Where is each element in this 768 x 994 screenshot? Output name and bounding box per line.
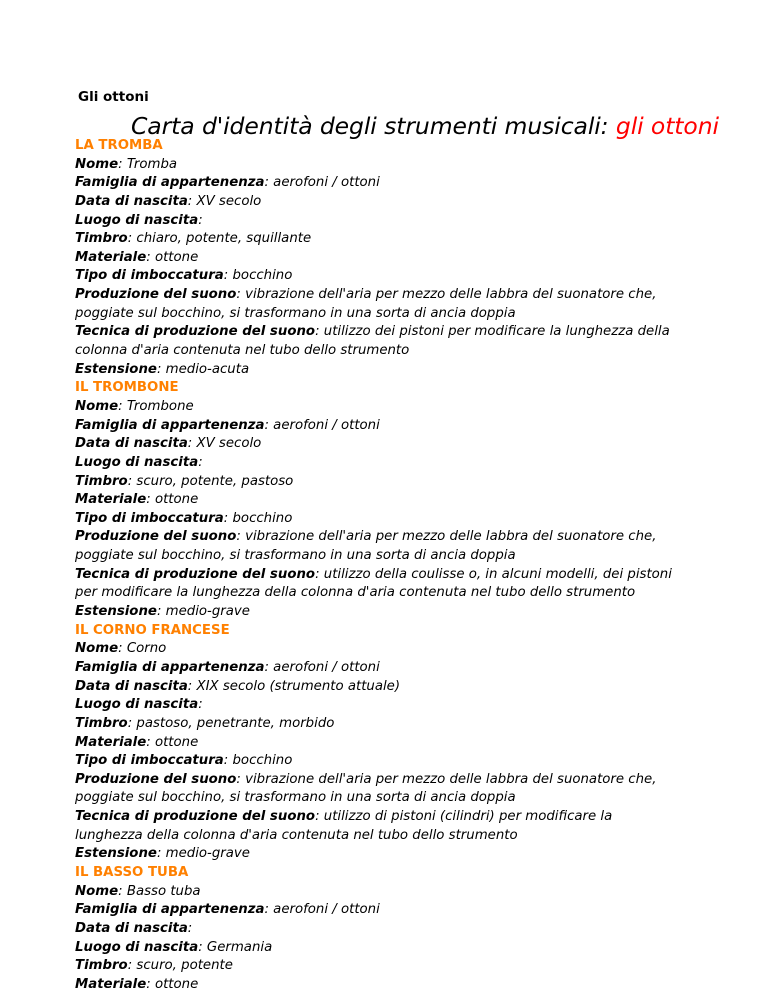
field-label: Estensione [75,846,157,862]
field-line [75,454,735,473]
field-label: Estensione [75,361,157,377]
continuation-line: colonna d'aria contenuta nel tubo dello strumento [75,343,410,359]
field-label: Materiale [75,249,147,265]
field-line [75,640,735,659]
field-value: : ottone [146,492,199,508]
field-label: Data di nascita [75,193,188,209]
field-label: Materiale [75,734,147,750]
field-label: Nome [75,883,119,899]
field-value: : XIX secolo (strumento attuale) [187,678,401,694]
field-value: : aerofoni / ottoni [264,902,380,918]
field-label: Materiale [75,492,147,508]
field-value: : aerofoni / ottoni [264,659,380,675]
field-label: Tipo di imboccatura [75,268,224,284]
field-label: Produzione del suono [75,287,237,303]
field-line [75,715,735,734]
field-label: Tecnica di produzione del suono [75,324,316,340]
field-value: : scuro, potente, pastoso [127,473,294,489]
field-label: Famiglia di appartenenza [75,175,265,191]
field-value: : scuro, potente [127,958,233,974]
continuation-line: poggiate sul bocchino, si trasformano in una sorta di ancia doppia [75,305,516,321]
field-line [75,286,735,305]
field-label: Tecnica di produzione del suono [75,566,316,582]
page-title-main: Carta d'identità degli strumenti musicali: [131,112,616,140]
field-line [75,696,735,715]
document-body [75,137,735,994]
field-label: Data di nascita [75,920,188,936]
field-value: : [187,920,193,936]
field-line [75,883,735,902]
field-line [75,566,735,585]
section-heading: IL TROMBONE [75,380,179,396]
field-line [75,510,735,529]
field-value: : aerofoni / ottoni [264,417,380,433]
field-label: Data di nascita [75,678,188,694]
field-value: : ottone [146,734,199,750]
field-label: Luogo di nascita [75,939,199,955]
field-line [75,678,735,697]
field-label: Luogo di nascita [75,212,199,228]
field-label: Timbro [75,473,128,489]
field-label: Tipo di imboccatura [75,753,224,769]
field-line [75,323,735,342]
document-label: Gli ottoni [78,89,149,105]
field-value: : pastoso, penetrante, morbido [127,715,335,731]
field-value: : utilizzo dei pistoni per modificare la lunghezza della [315,324,670,340]
field-label: Timbro [75,715,128,731]
field-line [75,267,735,286]
field-label: Luogo di nascita [75,697,199,713]
field-label: Nome [75,641,119,657]
field-value: : ottone [146,249,199,265]
field-value: : vibrazione dell'aria per mezzo delle labbra del suonatore che, [236,771,657,787]
field-value: : [198,212,203,228]
field-value: : utilizzo della coulisse o, in alcuni modelli, dei pistoni [315,566,672,582]
field-line [75,193,735,212]
field-value: : bocchino [223,510,293,526]
section-heading: IL BASSO TUBA [75,864,189,880]
page-title [131,112,719,140]
field-label: Nome [75,398,119,414]
field-line [75,156,735,175]
field-label: Produzione del suono [75,771,237,787]
continuation-line: poggiate sul bocchino, si trasformano in una sorta di ancia doppia [75,548,516,564]
field-value: : medio-acuta [156,361,250,377]
field-value: : vibrazione dell'aria per mezzo delle labbra del suonatore che, [236,287,657,303]
field-line [75,249,735,268]
field-value: : utilizzo di pistoni (cilindri) per modificare la [315,809,613,825]
field-line [75,976,735,994]
field-label: Tipo di imboccatura [75,510,224,526]
field-line [75,491,735,510]
field-value: : XV secolo [187,436,262,452]
field-line [75,920,735,939]
field-line [75,957,735,976]
continuation-line: poggiate sul bocchino, si trasformano in una sorta di ancia doppia [75,790,516,806]
field-value: : Corno [118,641,167,657]
section-heading: IL CORNO FRANCESE [75,622,230,638]
field-line [75,808,735,827]
field-value: : [198,697,203,713]
field-line [75,212,735,231]
field-label: Famiglia di appartenenza [75,417,265,433]
field-value: : Trombone [118,398,194,414]
field-value: : bocchino [223,753,293,769]
field-line [75,752,735,771]
field-label: Nome [75,156,119,172]
field-line [75,734,735,753]
field-line [75,473,735,492]
field-value: : [198,454,203,470]
field-label: Data di nascita [75,436,188,452]
field-value: : Germania [198,939,273,955]
field-value: : Basso tuba [118,883,201,899]
field-label: Estensione [75,604,157,620]
field-label: Luogo di nascita [75,454,199,470]
field-line [75,361,735,380]
field-line [75,398,735,417]
field-line [75,174,735,193]
field-label: Timbro [75,958,128,974]
section-heading: LA TROMBA [75,138,163,153]
field-line [75,230,735,249]
field-label: Tecnica di produzione del suono [75,809,316,825]
field-value: : aerofoni / ottoni [264,175,380,191]
field-label: Timbro [75,231,128,247]
field-label: Produzione del suono [75,529,237,545]
field-value: : medio-grave [156,604,250,620]
field-line [75,845,735,864]
continuation-line: lunghezza della colonna d'aria contenuta nel tubo dello strumento [75,827,518,843]
field-line [75,771,735,790]
page-title-accent: gli ottoni [615,112,719,140]
field-label: Materiale [75,976,147,992]
field-value: : vibrazione dell'aria per mezzo delle labbra del suonatore che, [236,529,657,545]
continuation-line: per modificare la lunghezza della colonna d'aria contenuta nel tubo dello strumento [75,585,636,601]
field-value: : chiaro, potente, squillante [127,231,312,247]
field-line [75,528,735,547]
field-line [75,603,735,622]
field-value: : XV secolo [187,193,262,209]
field-value: : ottone [146,976,199,992]
field-line [75,939,735,958]
field-value: : Tromba [118,156,178,172]
field-value: : medio-grave [156,846,250,862]
field-label: Famiglia di appartenenza [75,659,265,675]
field-label: Famiglia di appartenenza [75,902,265,918]
field-line [75,417,735,436]
field-line [75,659,735,678]
field-line [75,901,735,920]
field-line [75,435,735,454]
field-value: : bocchino [223,268,293,284]
